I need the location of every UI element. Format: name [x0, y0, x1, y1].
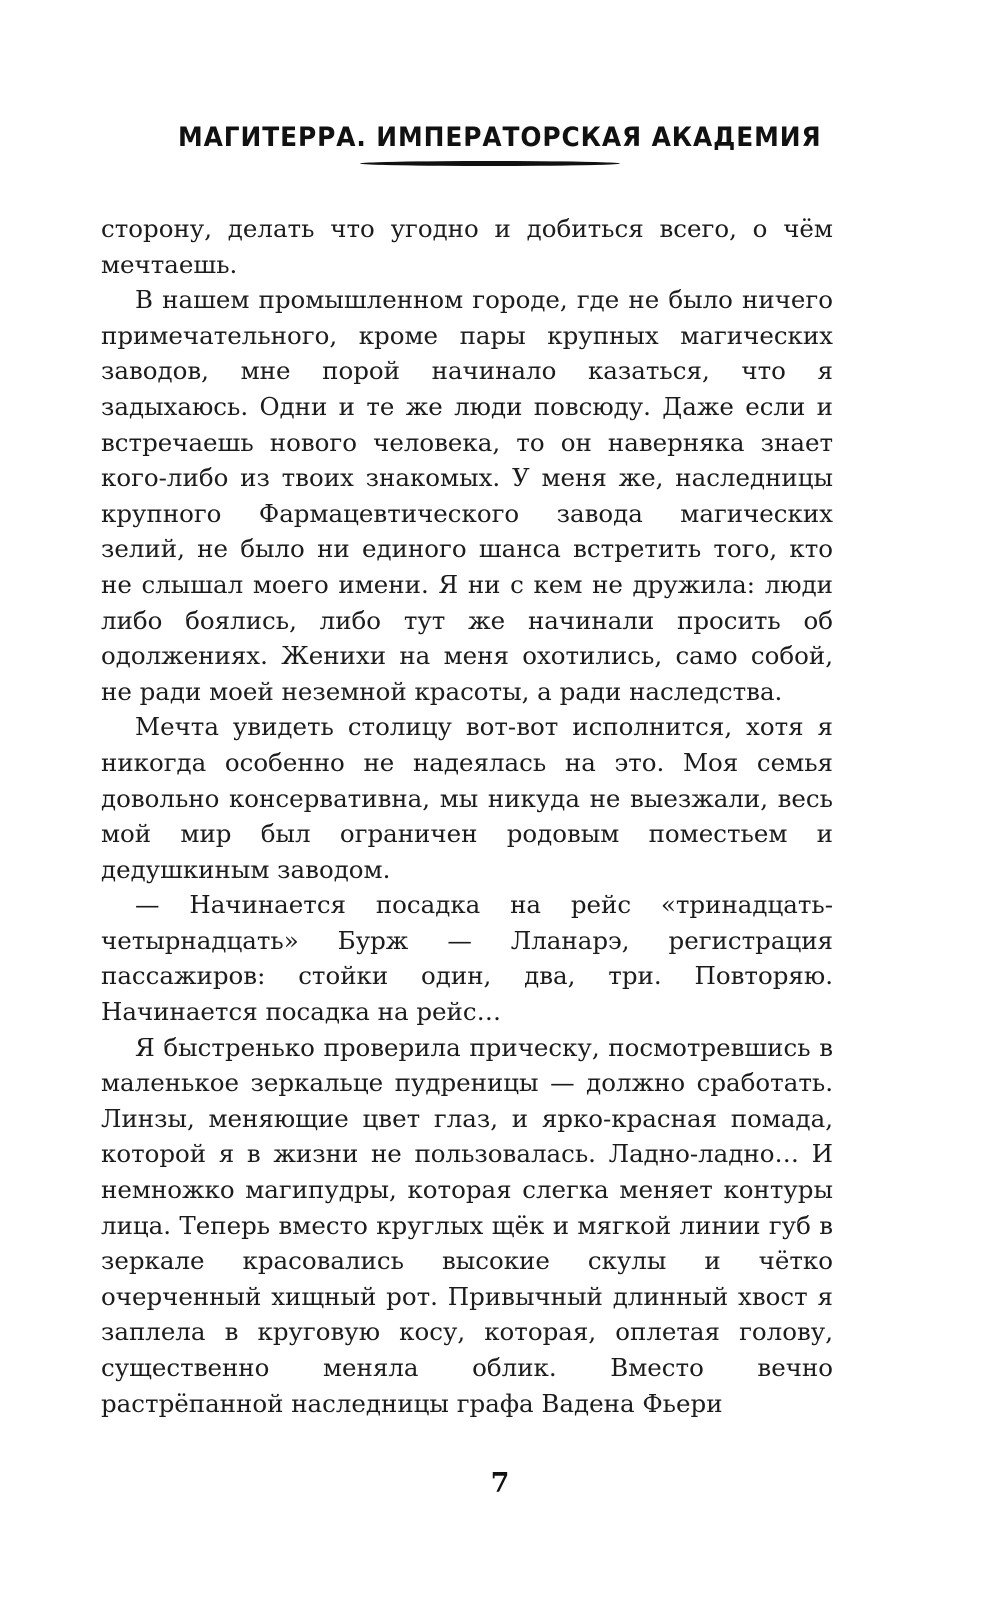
paragraph: — Начинается посадка на рейс «тринадцать-четырнадцать» Бурж — Лланарэ, регистрация пассажиров: стойки один, два, три. Повторяю. Начинается посадка на рейс…	[101, 890, 833, 1027]
body-text	[101, 211, 833, 1421]
running-head	[0, 118, 1000, 158]
paragraph: В нашем промышленном городе, где не было ничего примечательного, кроме пары крупных магических заводов, мне порой начинало казаться, что я задыхаюсь. Одни и те же люди повсюду. Даже если и встречаешь нового человека, то он наверняка знает кого-либо из твоих знакомых. У меня же, наследницы крупного Фармацевтического завода магических зелий, не было ни единого шанса встретить того, кто не слышал моего имени. Я ни с кем не дружила: люди либо боялись, либо тут же начинали просить об одолжениях. Женихи на меня охотились, само собой, не ради моей неземной красоты, а ради наследства.	[101, 285, 833, 706]
paragraph: сторону, делать что угодно и добиться всего, о чём мечтаешь.	[101, 214, 833, 279]
paragraph: Мечта увидеть столицу вот-вот исполнится, хотя я никогда особенно не надеялась на это. Моя семья довольно консервативна, мы никуда не выезжали, весь мой мир был ограничен родовым поместьем и дедушкиным заводом.	[101, 712, 833, 884]
page-number: 7	[490, 1468, 510, 1499]
running-head-rule	[360, 161, 620, 166]
paragraph: Я быстренько проверила прическу, посмотревшись в маленькое зеркальце пудреницы — должно сработать. Линзы, меняющие цвет глаз, и ярко-красная помада, которой я в жизни не пользовалась. Ладно-ладно… И немножко магипудры, которая слегка меняет контуры лица. Теперь вместо круглых щёк и мягкой линии губ в зеркале красовались высокие скулы и чётко очерченный хищный рот. Привычный длинный хвост я заплела в круговую косу, которая, оплетая голову, существенно меняла облик. Вместо вечно растрёпанной наследницы графа Вадена Фьери	[101, 1032, 833, 1418]
running-head-title: МАГИТЕРРА. ИМПЕРАТОРСКАЯ АКАДЕМИЯ	[178, 122, 822, 153]
